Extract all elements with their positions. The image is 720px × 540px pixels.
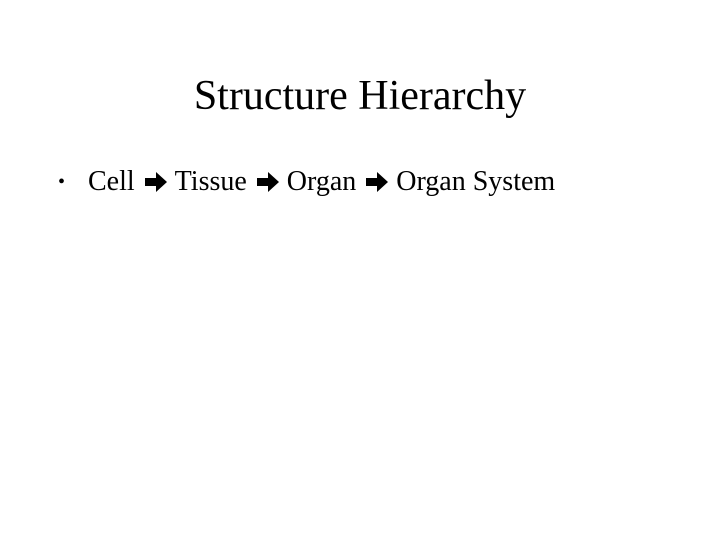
slide-title: Structure Hierarchy bbox=[193, 73, 527, 119]
hierarchy-item-organ: Organ bbox=[286, 166, 357, 197]
bullet-icon: • bbox=[58, 171, 66, 193]
bold-right-arrow-icon bbox=[257, 172, 279, 192]
hierarchy-item-tissue: Tissue bbox=[174, 166, 247, 197]
hierarchy-item-cell: Cell bbox=[88, 166, 135, 197]
hierarchy-bullet bbox=[58, 162, 555, 202]
bold-right-arrow-icon bbox=[366, 172, 388, 192]
bold-right-arrow-icon bbox=[145, 172, 167, 192]
hierarchy-item-organ-system: Organ System bbox=[396, 166, 556, 197]
